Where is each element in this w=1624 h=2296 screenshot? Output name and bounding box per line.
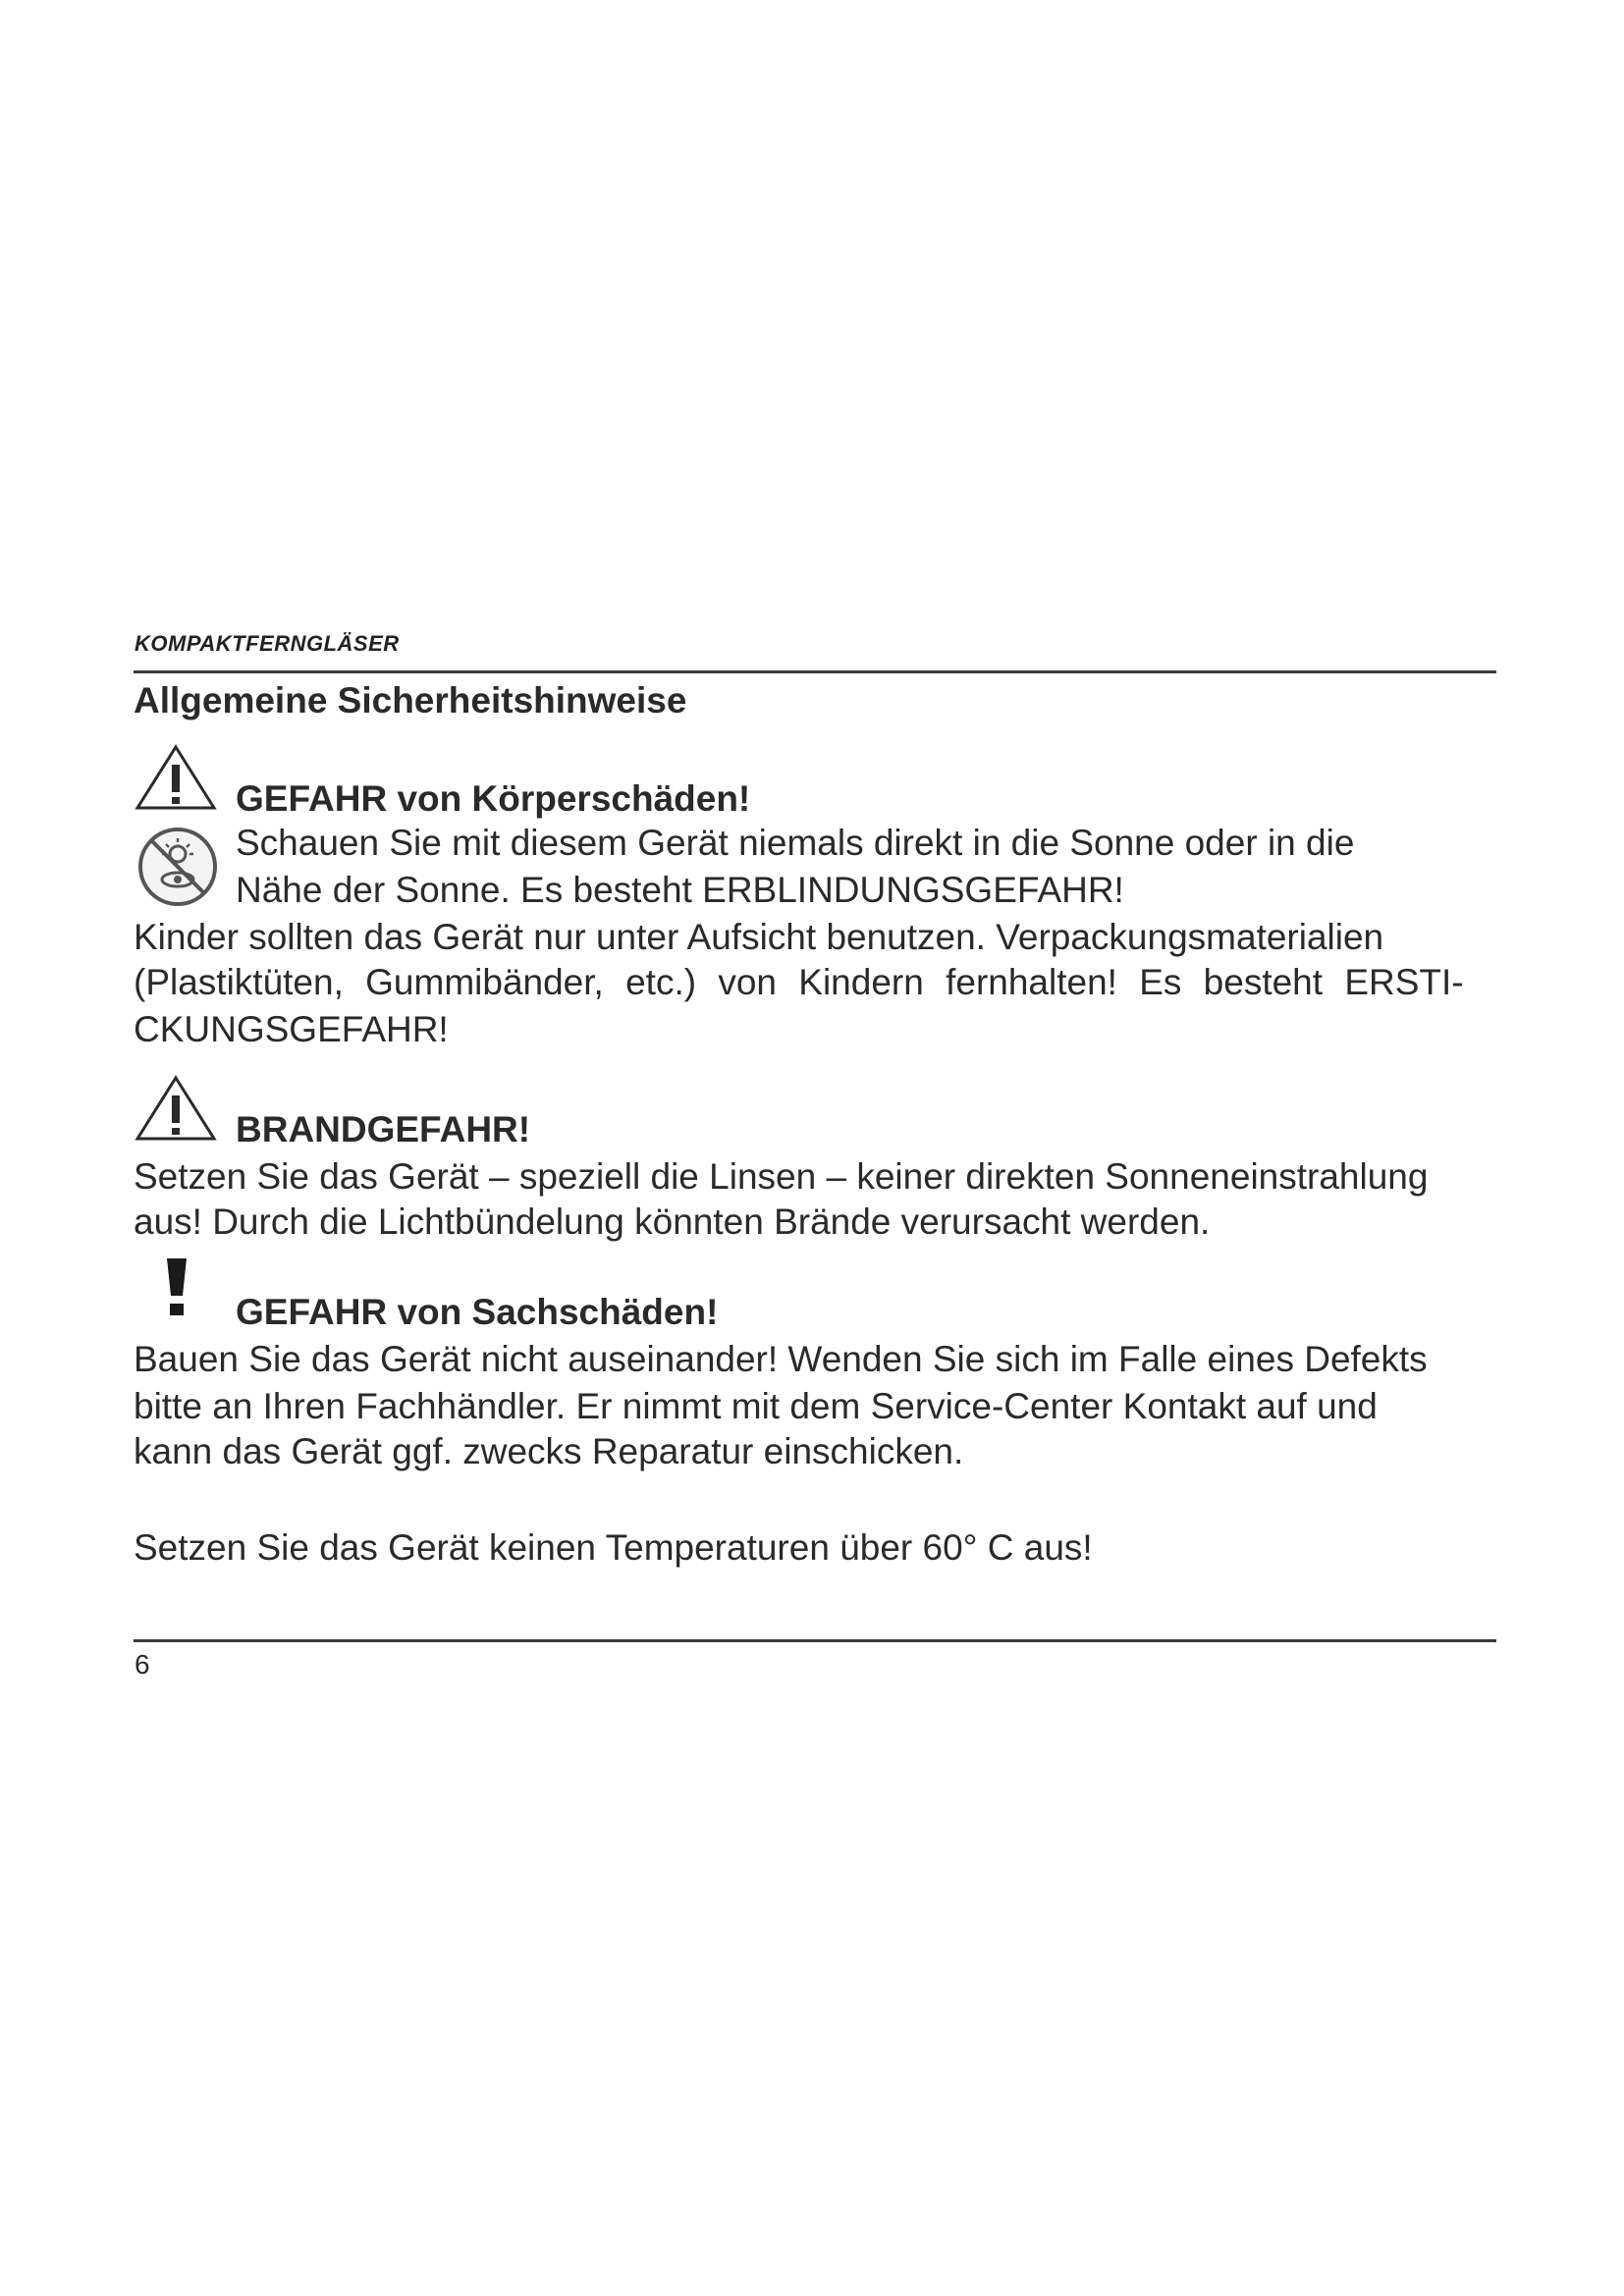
- footer-rule: [134, 1639, 1496, 1642]
- heading-fire-hazard: BRANDGEFAHR!: [236, 1109, 531, 1149]
- sun-warning-line-1: Schauen Sie mit diesem Gerät niemals direkt in die Sonne oder in die: [236, 823, 1355, 863]
- body-injury-text-line-2: (Plastiktüten, Gummibänder, etc.) von Kindern fernhalten! Es besteht ERSTI-: [134, 962, 1464, 1002]
- warning-triangle-icon: [134, 1074, 218, 1143]
- sun-warning-line-2: Nähe der Sonne. Es besteht ERBLINDUNGSGEFAHR!: [236, 870, 1124, 910]
- heading-body-injury: GEFAHR von Körperschäden!: [236, 778, 751, 819]
- property-damage-text-line-2: bitte an Ihren Fachhändler. Er nimmt mit dem Service-Center Kontakt auf und: [134, 1386, 1378, 1426]
- page-number: 6: [135, 1649, 150, 1680]
- property-damage-text-line-1: Bauen Sie das Gerät nicht auseinander! Wenden Sie sich im Falle eines Defekts: [134, 1339, 1428, 1379]
- fire-hazard-text-line-1: Setzen Sie das Gerät – speziell die Linsen – keiner direkten Sonneneinstrahlung: [134, 1156, 1429, 1197]
- header-rule: [134, 670, 1496, 673]
- body-injury-text-line-1: Kinder sollten das Gerät nur unter Aufsicht benutzen. Verpackungsmaterialien: [134, 917, 1384, 957]
- temperature-note: Setzen Sie das Gerät keinen Temperaturen über 60° C aus!: [134, 1527, 1093, 1568]
- exclamation-icon: [165, 1258, 189, 1317]
- heading-property-damage: GEFAHR von Sachschäden!: [236, 1292, 719, 1332]
- fire-hazard-text-line-2: aus! Durch die Lichtbündelung könnten Brände verursacht werden.: [134, 1201, 1211, 1242]
- warning-triangle-icon: [134, 743, 218, 812]
- page-title: Allgemeine Sicherheitshinweise: [134, 680, 687, 721]
- body-injury-text-line-3: CKUNGSGEFAHR!: [134, 1009, 449, 1049]
- no-looking-at-sun-icon: [135, 825, 220, 909]
- running-head: KOMPAKTFERNGLÄSER: [135, 631, 400, 656]
- property-damage-text-line-3: kann das Gerät ggf. zwecks Reparatur einschicken.: [134, 1431, 964, 1471]
